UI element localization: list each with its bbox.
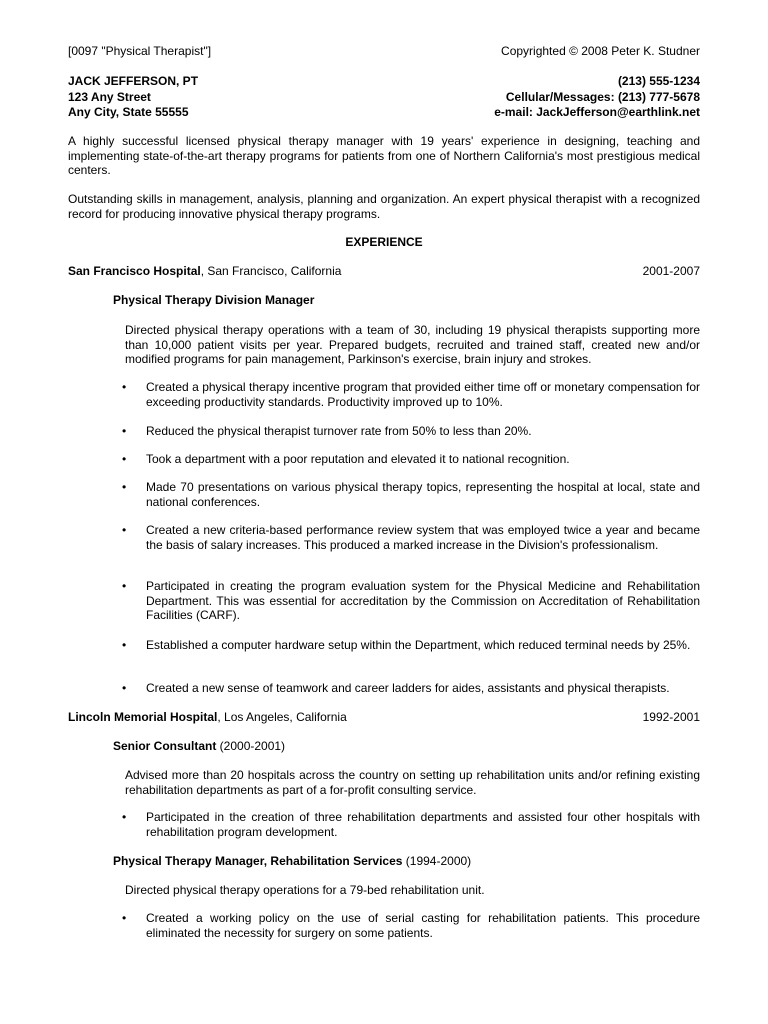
list-item: • Reduced the physical therapist turnover rate from 50% to less than 20%. bbox=[122, 424, 532, 438]
candidate-name: JACK JEFFERSON, PT bbox=[68, 74, 199, 88]
phone-number: (213) 555-1234 bbox=[617, 74, 700, 88]
job-title: Physical Therapy Division Manager bbox=[113, 293, 315, 307]
employer-location: , San Francisco, California bbox=[200, 264, 342, 278]
bullet-icon: • bbox=[122, 380, 127, 394]
role-dates: (2000-2001) bbox=[216, 739, 286, 753]
bullet-icon: • bbox=[122, 480, 127, 494]
list-item: • Took a department with a poor reputation and elevated it to national recognition. bbox=[122, 452, 570, 466]
document-id: [0097 "Physical Therapist"] bbox=[68, 44, 212, 58]
job-header-lincoln-memorial bbox=[68, 710, 700, 725]
summary-paragraph-2: Outstanding skills in management, analysis, planning and organization. An expert physical therapist with a recognized record for producing innovative physical therapy programs. bbox=[68, 192, 700, 221]
contact-block bbox=[68, 74, 700, 120]
copyright-notice: Copyrighted © 2008 Peter K. Studner bbox=[501, 44, 700, 58]
role-dates: (1994-2000) bbox=[402, 854, 472, 868]
list-item: • Participated in creating the program evaluation system for the Physical Medicine and Rehabilitation Department. This was essential for accreditation by the Commission on Accreditation of Rehabilitation Facilities (CARF). bbox=[122, 579, 700, 622]
list-item: • Created a new criteria-based performance review system that was employed twice a year and became the basis of salary increases. This produced a marked increase in the Division's professionalism. bbox=[122, 523, 700, 552]
bullet-icon: • bbox=[122, 579, 127, 593]
bullet-icon: • bbox=[122, 638, 127, 652]
bullet-icon: • bbox=[122, 452, 127, 466]
list-item: • Made 70 presentations on various physical therapy topics, representing the hospital at local, state and national conferences. bbox=[122, 480, 700, 509]
cell-number: Cellular/Messages: (213) 777-5678 bbox=[505, 89, 700, 104]
employer-name: Lincoln Memorial Hospital bbox=[68, 710, 218, 724]
list-item: • Created a new sense of teamwork and career ladders for aides, assistants and physical therapists. bbox=[122, 681, 670, 695]
bullet-icon: • bbox=[122, 911, 127, 925]
list-item: • Created a working policy on the use of serial casting for rehabilitation patients. This procedure eliminated the necessity for surgery on some patients. bbox=[122, 911, 700, 940]
email-address: e-mail: JackJefferson@earthlink.net bbox=[494, 105, 700, 119]
employer-location: , Los Angeles, California bbox=[217, 710, 347, 724]
employment-years: 1992-2001 bbox=[642, 710, 700, 724]
header-row bbox=[68, 44, 700, 59]
employer-name: San Francisco Hospital bbox=[68, 264, 201, 278]
city-state-zip: Any City, State 55555 bbox=[68, 105, 189, 119]
list-item: • Created a physical therapy incentive program that provided either time off or monetary compensation for exceeding productivity standards. Productivity improved up to 10%. bbox=[122, 380, 700, 409]
employment-years: 2001-2007 bbox=[642, 264, 700, 278]
street-address: 123 Any Street bbox=[68, 89, 151, 104]
list-item: • Established a computer hardware setup within the Department, which reduced terminal needs by 25%. bbox=[122, 638, 691, 652]
bullet-icon: • bbox=[122, 424, 127, 438]
role-title-senior-consultant: Senior Consultant (2000-2001) bbox=[113, 739, 286, 753]
bullet-icon: • bbox=[122, 810, 127, 824]
role-title-pt-manager: Physical Therapy Manager, Rehabilitation Services (1994-2000) bbox=[113, 854, 472, 868]
bullet-icon: • bbox=[122, 681, 127, 695]
job-description: Directed physical therapy operations with a team of 30, including 19 physical therapists supporting more than 10,000 patient visits per year. Prepared budgets, recruited and trained staff, created new and/or modified programs for pain management, Parkinson's exercise, brain injury and strokes. bbox=[125, 323, 700, 366]
role-description: Advised more than 20 hospitals across the country on setting up rehabilitation units and/or refining existing rehabilitation departments as part of a for-profit consulting service. bbox=[125, 768, 700, 797]
summary-paragraph-1: A highly successful licensed physical therapy manager with 19 years' experience in designing, teaching and implementing state-of-the-art therapy programs for patients from one of Northern California's most prestigious medical centers. bbox=[68, 134, 700, 177]
job-header-san-francisco bbox=[68, 264, 700, 279]
bullet-icon: • bbox=[122, 523, 127, 537]
role-description: Directed physical therapy operations for a 79-bed rehabilitation unit. bbox=[125, 883, 485, 897]
experience-heading: EXPERIENCE bbox=[345, 235, 423, 249]
list-item: • Participated in the creation of three rehabilitation departments and assisted four other hospitals with rehabilitation program development. bbox=[122, 810, 700, 839]
